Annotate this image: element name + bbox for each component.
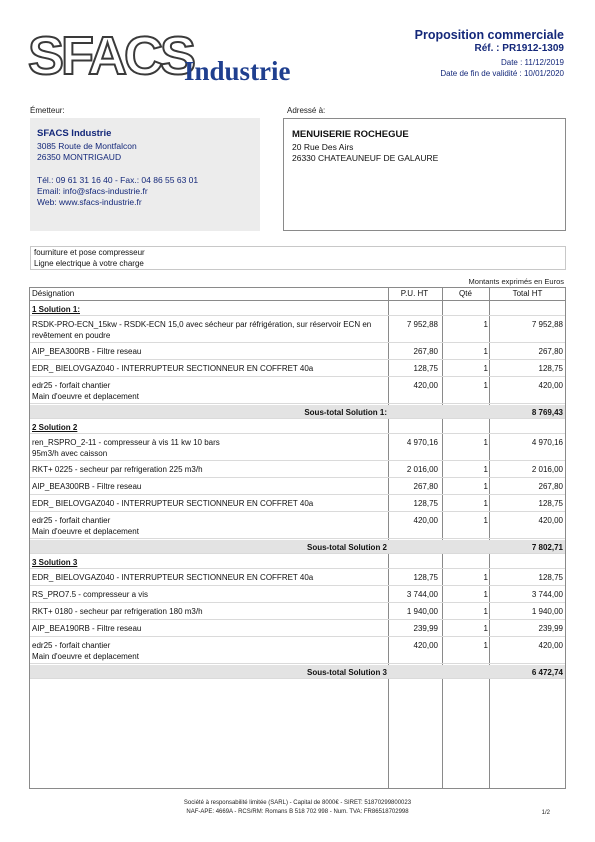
emitter-label: Émetteur: — [30, 106, 65, 115]
table-row — [30, 479, 565, 495]
item-total: 3 744,00 — [531, 590, 563, 599]
item-unit-price: 267,80 — [413, 482, 438, 491]
subtotal-amount: 7 802,71 — [531, 543, 563, 552]
item-quantity: 1 — [483, 347, 488, 356]
item-designation: ren_RSPRO_2-11 - compresseur à vis 11 kw 10 bars 95m3/h avec caisson — [32, 438, 220, 458]
section-title: 3 Solution 3 — [32, 558, 78, 567]
document-date: Date : 11/12/2019 — [500, 58, 564, 67]
item-designation: RSDK-PRO-ECN_15kw - RSDK-ECN 15,0 avec sécheur par réfrigération, sur réservoir ECN en revêtement en poudre — [32, 320, 372, 340]
row-separator — [30, 663, 565, 664]
item-total: 267,80 — [538, 347, 563, 356]
item-quantity: 1 — [483, 641, 488, 650]
row-separator — [30, 553, 565, 554]
item-quantity: 1 — [483, 381, 488, 390]
row-separator — [30, 433, 565, 434]
emitter-website[interactable]: Web: www.sfacs-industrie.fr — [37, 197, 142, 207]
item-designation: EDR_ BIELOVGAZ040 - INTERRUPTEUR SECTIONNEUR EN COFFRET 40a — [32, 499, 314, 508]
subtotal-label: Sous-total Solution 3 — [307, 668, 387, 677]
item-total: 4 970,16 — [531, 438, 563, 447]
item-designation: EDR_ BIELOVGAZ040 - INTERRUPTEUR SECTIONNEUR EN COFFRET 40a — [32, 573, 314, 582]
footer-legal-line2: NAF-APE: 4669A - RCS/RM: Romans B 518 702 998 - Num. TVA: FR86518702998 — [186, 809, 409, 815]
subtotal-label: Sous-total Solution 1: — [304, 408, 387, 417]
item-quantity: 1 — [483, 465, 488, 474]
item-unit-price: 1 940,00 — [406, 607, 438, 616]
currency-note: Montants exprimés en Euros — [468, 277, 564, 286]
row-separator — [30, 568, 565, 569]
recipient-address-line2: 26330 CHATEAUNEUF DE GALAURE — [292, 153, 439, 163]
item-unit-price: 267,80 — [413, 347, 438, 356]
table-row — [30, 496, 565, 512]
item-designation: AIP_BEA190RB - Filtre reseau — [32, 624, 142, 633]
item-total: 420,00 — [538, 516, 563, 525]
row-separator — [30, 418, 565, 419]
item-quantity: 1 — [483, 590, 488, 599]
item-total: 128,75 — [538, 364, 563, 373]
emitter-name: SFACS Industrie — [37, 128, 112, 139]
item-designation: edr25 - forfait chantier Main d'oeuvre et deplacement — [32, 516, 139, 536]
item-unit-price: 2 016,00 — [406, 465, 438, 474]
table-row — [30, 638, 565, 664]
header-designation: Désignation — [32, 289, 75, 298]
item-designation: AIP_BEA300RB - Filtre reseau — [32, 347, 142, 356]
section-row — [30, 302, 565, 316]
item-quantity: 1 — [483, 499, 488, 508]
row-separator — [30, 477, 565, 478]
note-line1: fourniture et pose compresseur — [34, 248, 145, 257]
item-designation: AIP_BEA300RB - Filtre reseau — [32, 482, 142, 491]
company-logo — [28, 26, 318, 86]
row-separator — [30, 403, 565, 404]
recipient-box — [283, 118, 566, 231]
emitter-address-line2: 26350 MONTRIGAUD — [37, 152, 122, 162]
row-separator — [30, 511, 565, 512]
item-unit-price: 7 952,88 — [406, 320, 438, 329]
table-row — [30, 361, 565, 377]
item-designation: edr25 - forfait chantier Main d'oeuvre et deplacement — [32, 381, 139, 401]
logo-mark: SFACS — [28, 26, 194, 86]
emitter-email[interactable]: Email: info@sfacs-industrie.fr — [37, 186, 148, 196]
footer-legal-line1: Société à responsabilité limitée (SARL) - Capital de 8000€ - SIRET: 51870299800023 — [183, 800, 412, 806]
emitter-phone: Tél.: 09 61 31 16 40 - Fax.: 04 86 55 63 01 — [37, 175, 199, 185]
subtotal-amount: 6 472,74 — [531, 668, 563, 677]
subtotal-row — [30, 405, 565, 419]
item-unit-price: 420,00 — [413, 516, 438, 525]
row-separator — [30, 376, 565, 377]
header-unit-price: P.U. HT — [400, 289, 429, 298]
table-row — [30, 570, 565, 586]
table-row — [30, 587, 565, 603]
document-title: Proposition commerciale — [414, 28, 564, 42]
item-designation: EDR_ BIELOVGAZ040 - INTERRUPTEUR SECTIONNEUR EN COFFRET 40a — [32, 364, 314, 373]
item-quantity: 1 — [483, 438, 488, 447]
row-separator — [30, 619, 565, 620]
item-total: 420,00 — [538, 381, 563, 390]
proposal-note — [30, 246, 566, 270]
row-separator — [30, 678, 565, 679]
recipient-name: MENUISERIE ROCHEGUE — [292, 129, 409, 140]
item-unit-price: 239,99 — [413, 624, 438, 633]
item-designation: RKT+ 0225 - secheur par refrigeration 225 m3/h — [32, 465, 203, 474]
table-row — [30, 317, 565, 343]
header-quantity: Qté — [459, 289, 472, 298]
item-total: 7 952,88 — [531, 320, 563, 329]
recipient-label: Adressé à: — [287, 106, 326, 115]
table-row — [30, 604, 565, 620]
item-total: 239,99 — [538, 624, 563, 633]
item-total: 128,75 — [538, 573, 563, 582]
document-reference: Réf. : PR1912-1309 — [474, 43, 564, 54]
item-quantity: 1 — [483, 320, 488, 329]
logo-wordmark: Industrie — [184, 56, 291, 86]
item-unit-price: 128,75 — [413, 364, 438, 373]
table-row — [30, 435, 565, 461]
item-total: 128,75 — [538, 499, 563, 508]
item-unit-price: 3 744,00 — [406, 590, 438, 599]
row-separator — [30, 342, 565, 343]
item-total: 267,80 — [538, 482, 563, 491]
item-quantity: 1 — [483, 364, 488, 373]
item-quantity: 1 — [483, 624, 488, 633]
item-quantity: 1 — [483, 607, 488, 616]
row-separator — [30, 636, 565, 637]
emitter-box — [30, 118, 260, 231]
row-separator — [30, 602, 565, 603]
item-total: 420,00 — [538, 641, 563, 650]
section-title: 2 Solution 2 — [32, 423, 78, 432]
header-total: Total HT — [512, 289, 543, 298]
table-row — [30, 513, 565, 539]
page-number: 1/2 — [541, 810, 550, 816]
row-separator — [30, 494, 565, 495]
table-header — [29, 287, 566, 301]
item-total: 2 016,00 — [531, 465, 563, 474]
item-quantity: 1 — [483, 573, 488, 582]
item-unit-price: 128,75 — [413, 499, 438, 508]
subtotal-label: Sous-total Solution 2 — [307, 543, 387, 552]
item-unit-price: 4 970,16 — [406, 438, 438, 447]
section-title: 1 Solution 1: — [32, 305, 80, 314]
subtotal-row — [30, 540, 565, 554]
item-unit-price: 420,00 — [413, 381, 438, 390]
section-row — [30, 420, 565, 434]
table-row — [30, 378, 565, 404]
recipient-address-line1: 20 Rue Des Airs — [292, 142, 354, 152]
table-row — [30, 344, 565, 360]
table-row — [30, 462, 565, 478]
emitter-address-line1: 3085 Route de Montfalcon — [37, 141, 137, 151]
row-separator — [30, 315, 565, 316]
note-line2: Ligne electrique à votre charge — [34, 259, 144, 268]
table-row — [30, 621, 565, 637]
item-designation: RS_PRO7.5 - compresseur a vis — [32, 590, 149, 599]
section-row — [30, 555, 565, 569]
item-unit-price: 420,00 — [413, 641, 438, 650]
item-quantity: 1 — [483, 516, 488, 525]
row-separator — [30, 460, 565, 461]
item-designation: edr25 - forfait chantier Main d'oeuvre et deplacement — [32, 641, 139, 661]
item-total: 1 940,00 — [531, 607, 563, 616]
validity-date: Date de fin de validité : 10/01/2020 — [440, 69, 564, 78]
row-separator — [30, 585, 565, 586]
subtotal-amount: 8 769,43 — [531, 408, 563, 417]
subtotal-row — [30, 665, 565, 679]
item-unit-price: 128,75 — [413, 573, 438, 582]
item-designation: RKT+ 0180 - secheur par refrigeration 180 m3/h — [32, 607, 203, 616]
item-quantity: 1 — [483, 482, 488, 491]
row-separator — [30, 359, 565, 360]
row-separator — [30, 538, 565, 539]
